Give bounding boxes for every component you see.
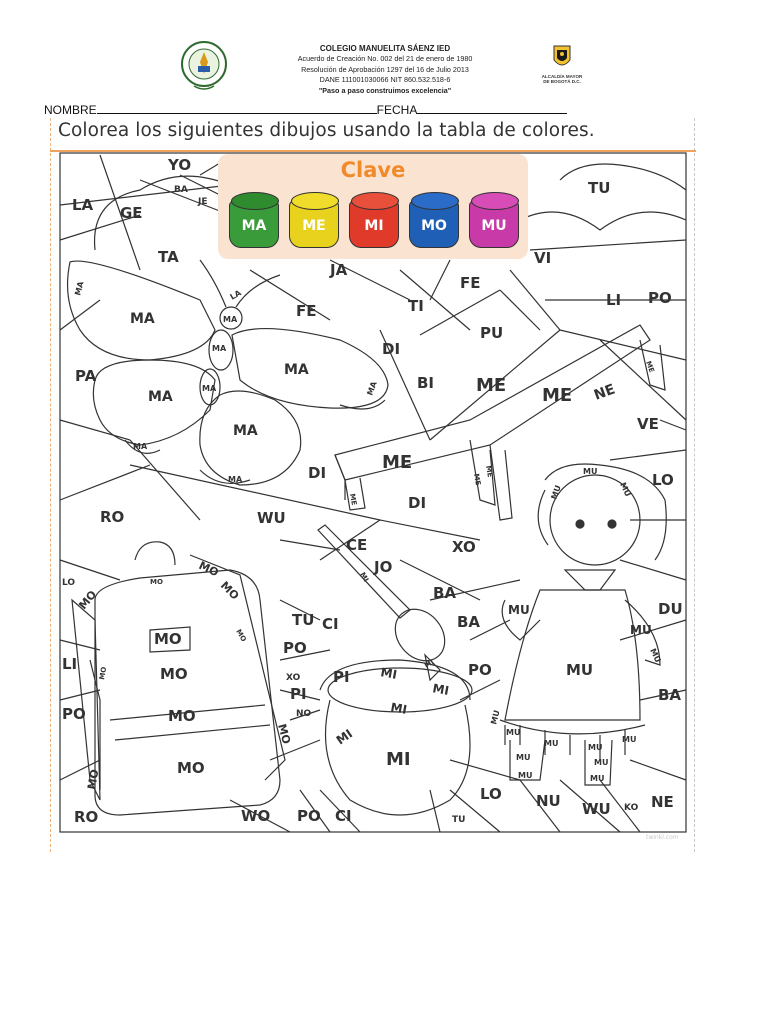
syllable-me-2: ME xyxy=(542,385,573,406)
syllable-ma-8: MA xyxy=(133,442,148,451)
syllable-mu-14: MU xyxy=(518,771,533,780)
watermark: twinkl.com xyxy=(646,834,679,841)
syllable-ne-2: NE xyxy=(591,381,618,404)
syllable-ba-2: BA xyxy=(457,613,481,631)
syllable-ne: NE xyxy=(651,793,674,811)
syllable-mu-11: MU xyxy=(622,735,637,744)
syllable-mu-8: MU xyxy=(506,728,521,737)
syllable-pa: PA xyxy=(75,367,97,385)
syllable-li: LI xyxy=(606,291,622,309)
syllable-pu: PU xyxy=(480,324,504,342)
syllable-po-5: PO xyxy=(297,807,321,825)
syllable-lo-small: LO xyxy=(62,578,76,588)
syllable-ma-7: MA xyxy=(202,384,217,393)
syllable-fe-2: FE xyxy=(460,274,481,292)
syllable-ro: RO xyxy=(100,508,125,526)
syllable-mi-1: MI xyxy=(386,749,411,770)
syllable-mo-11: MO xyxy=(98,666,109,681)
syllable-ta: TA xyxy=(158,248,179,266)
syllable-mi-6: MI xyxy=(358,571,370,584)
syllable-mu-7: MU xyxy=(648,647,663,664)
syllable-di: DI xyxy=(382,340,401,358)
syllable-di-2: DI xyxy=(308,464,327,482)
syllable-ve: VE xyxy=(637,415,659,433)
syllable-po-4: PO xyxy=(62,705,86,723)
syllable-ma-10: MA xyxy=(73,280,86,297)
school-motto: "Paso a paso construimos excelencia" xyxy=(318,85,452,95)
syllable-di-3: DI xyxy=(408,494,427,512)
syllable-mu-1: MU xyxy=(566,661,594,679)
creation-agreement: Acuerdo de Creación No. 002 del 21 de enero de 1980 xyxy=(297,54,473,64)
syllable-ko: KO xyxy=(624,803,639,813)
syllable-ro-2: RO xyxy=(74,808,99,826)
syllable-pi: PI xyxy=(333,668,350,686)
syllable-lo: LO xyxy=(652,471,674,489)
paint-pot-label: ME xyxy=(302,218,326,234)
syllable-mu-6: MU xyxy=(618,481,633,498)
syllable-me-5: ME xyxy=(348,492,358,506)
syllable-fe: FE xyxy=(296,302,317,320)
syllable-mu-2: MU xyxy=(508,603,530,617)
paint-pot-lid xyxy=(351,192,399,210)
name-label: NOMBRE xyxy=(44,103,97,117)
syllable-wu: WU xyxy=(257,509,286,527)
syllable-xo: XO xyxy=(452,538,476,556)
syllable-ci-2: CI xyxy=(335,807,352,825)
syllable-ge: GE xyxy=(120,204,143,222)
paint-pot-ma xyxy=(228,192,280,250)
syllable-ci: CI xyxy=(322,615,339,633)
syllable-no: NO xyxy=(296,709,312,719)
instructions: Colorea los siguientes dibujos usando la tabla de colores. xyxy=(58,120,595,141)
syllable-mo-2: MO xyxy=(160,665,188,683)
syllable-mo-6: MO xyxy=(217,578,242,603)
syllable-mo-9: MO xyxy=(85,768,102,791)
syllable-ba-small: BA xyxy=(174,185,188,195)
syllable-bi: BI xyxy=(417,374,435,392)
syllable-mu-12: MU xyxy=(516,753,531,762)
syllable-la-small: LA xyxy=(228,288,243,302)
syllable-mu-3: MU xyxy=(630,623,652,637)
syllable-nu: NU xyxy=(536,792,561,810)
syllable-ma-1: MA xyxy=(130,311,155,327)
paint-pot-mi xyxy=(348,192,400,250)
syllable-yo: YO xyxy=(168,156,192,174)
syllable-mi-3: MI xyxy=(431,681,451,698)
syllable-mu-15: MU xyxy=(590,774,605,783)
syllable-tu-2: TU xyxy=(292,611,315,629)
paint-pot-mo xyxy=(408,192,460,250)
syllable-ma-3: MA xyxy=(284,362,309,378)
bogota-caption: ALCALDÍA MAYOR DE BOGOTÁ D.C. xyxy=(541,74,583,84)
syllable-ba: BA xyxy=(433,584,457,602)
syllable-ma-9: MA xyxy=(228,475,243,484)
syllable-du: DU xyxy=(658,600,683,618)
school-name: COLEGIO MANUELITA SÁENZ IED xyxy=(319,44,451,53)
syllable-mo-3: MO xyxy=(168,707,196,725)
syllable-mo-4: MO xyxy=(177,759,205,777)
syllable-mo-12: MO xyxy=(234,628,248,644)
syllable-me-3: ME xyxy=(382,452,413,473)
syllable-xo-small: XO xyxy=(286,673,301,683)
syllable-ma-2: MA xyxy=(148,389,173,405)
syllable-vi: VI xyxy=(534,249,552,267)
paint-pot-mu xyxy=(468,192,520,250)
syllable-tu: TU xyxy=(588,179,611,197)
syllable-ti: TI xyxy=(408,297,424,315)
syllable-mi-5: MI xyxy=(333,726,356,748)
paint-pot-label: MI xyxy=(364,218,384,234)
syllable-tu-small: TU xyxy=(452,815,466,825)
syllable-mu-16: MU xyxy=(489,709,502,726)
paint-pot-me xyxy=(288,192,340,250)
syllable-ma-4: MA xyxy=(233,423,258,439)
syllable-mo-5: MO xyxy=(196,558,221,580)
syllable-mu-13: MU xyxy=(594,758,609,767)
syllable-mu-5: MU xyxy=(549,484,563,501)
syllable-me-1: ME xyxy=(476,375,507,396)
syllable-me-7: ME xyxy=(484,464,494,478)
syllable-jo: JO xyxy=(374,558,393,576)
syllable-ma-5: MA xyxy=(223,315,238,324)
paint-pot-label: MA xyxy=(241,218,267,234)
syllable-mo-1: MO xyxy=(154,630,182,648)
syllable-mo-7: MO xyxy=(76,588,100,612)
paint-pot-lid xyxy=(411,192,459,210)
syllable-ce: CE xyxy=(346,536,368,554)
syllable-ba-3: BA xyxy=(658,686,682,704)
syllable-je: JE xyxy=(198,197,208,207)
syllable-mi-4: MI xyxy=(389,700,409,717)
syllable-me-4: ME xyxy=(644,359,656,374)
syllable-wu-2: WU xyxy=(582,800,611,818)
syllable-mu-10: MU xyxy=(588,743,603,752)
syllable-mu-4: MU xyxy=(583,467,598,476)
paint-pot-lid xyxy=(471,192,519,210)
syllable-po: PO xyxy=(648,289,672,307)
syllable-ma-11: MA xyxy=(365,380,379,397)
key-title: Clave xyxy=(340,158,406,182)
syllable-pi-2: PI xyxy=(290,685,307,703)
paint-pot-label: MO xyxy=(421,218,447,234)
syllable-mi-2: MI xyxy=(379,665,399,682)
paint-pot-lid xyxy=(231,192,279,210)
syllable-lo-2: LO xyxy=(480,785,502,803)
syllable-mo-8: MO xyxy=(275,722,293,746)
syllable-mu-9: MU xyxy=(544,739,559,748)
syllable-la: LA xyxy=(72,196,94,214)
syllable-li-2: LI xyxy=(62,655,78,673)
syllable-ja: JA xyxy=(330,261,348,279)
syllable-po-3: PO xyxy=(468,661,492,679)
syllable-mo-10: MO xyxy=(150,578,163,586)
syllable-mi-7: MI xyxy=(423,658,436,670)
approval-resolution: Resolución de Aprobación 1297 del 16 de Julio 2013 xyxy=(301,64,469,74)
dane-nit: DANE 111001030066 NIT 860.532.518-6 xyxy=(319,75,451,85)
paint-pot-label: MU xyxy=(481,218,507,234)
paint-pot-lid xyxy=(291,192,339,210)
syllable-ma-6: MA xyxy=(212,344,227,353)
syllable-wo: WO xyxy=(241,807,271,825)
syllable-me-6: ME xyxy=(472,472,482,486)
date-label: FECHA xyxy=(376,103,418,117)
syllable-po-2: PO xyxy=(283,639,307,657)
color-key xyxy=(218,154,528,259)
